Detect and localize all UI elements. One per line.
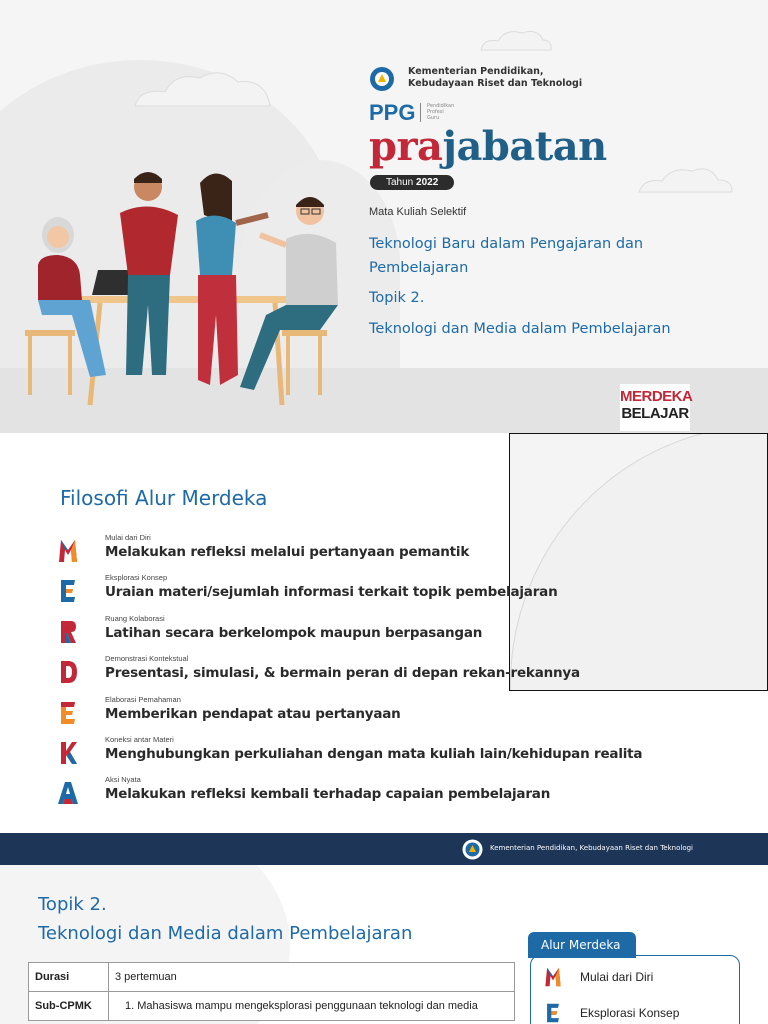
logo-line: MERDEKA	[620, 388, 693, 405]
step-description: Melakukan refleksi kembali terhadap capaian pembelajaran	[105, 786, 551, 802]
alur-step	[0, 654, 768, 694]
table-key: Sub-CPMK	[29, 992, 109, 1021]
alur-step	[0, 695, 768, 735]
ministry-line: Kementerian Pendidikan,	[408, 66, 544, 77]
table-key: Durasi	[29, 963, 109, 992]
section-title: Filosofi Alur Merdeka	[60, 486, 268, 510]
alur-step	[0, 735, 768, 775]
ppg-sub-line: Guru	[427, 115, 440, 121]
alur-step	[0, 775, 768, 815]
letter-d-icon	[57, 659, 79, 685]
letter-e-icon	[57, 700, 79, 726]
wordmark-part: jabatan	[442, 123, 607, 170]
ppg-sub-line: Profesi	[427, 109, 444, 115]
topik-page	[0, 865, 768, 1024]
cloud-icon	[636, 162, 736, 194]
alur-step	[0, 614, 768, 654]
alur-item-label: Eksplorasi Konsep	[580, 1006, 680, 1020]
step-description: Presentasi, simulasi, & bermain peran di depan rekan-rekannya	[105, 665, 580, 681]
team-illustration	[20, 165, 360, 415]
table-value: 1. Mahasiswa mampu mengeksplorasi penggunaan teknologi dan media	[109, 992, 515, 1021]
step-label: Elaborasi Pemahaman	[105, 695, 181, 704]
step-description: Uraian materi/sejumlah informasi terkait topik pembelajaran	[105, 584, 558, 600]
topic-title: Teknologi dan Media dalam Pembelajaran	[369, 321, 671, 337]
alur-step	[0, 573, 768, 613]
merdeka-belajar-logo	[620, 384, 693, 431]
step-description: Menghubungkan perkuliahan dengan mata kuliah lain/kehidupan realita	[105, 746, 643, 762]
topic-label: Topik 2.	[369, 290, 425, 306]
table-row	[29, 992, 515, 1021]
ministry-name	[408, 66, 582, 90]
alur-item-label: Mulai dari Diri	[580, 970, 654, 984]
ministry-logo-icon	[462, 839, 483, 860]
letter-e-icon	[57, 578, 79, 604]
step-description: Latihan secara berkelompok maupun berpasangan	[105, 625, 483, 641]
letter-a-icon	[57, 780, 79, 806]
letter-m-icon	[543, 966, 563, 988]
header-bar	[0, 833, 768, 865]
ppg-subtitle	[427, 103, 454, 121]
step-label: Ruang Kolaborasi	[105, 614, 165, 623]
wordmark-part: pra	[369, 123, 443, 170]
letter-k-icon	[57, 740, 79, 766]
step-label: Demonstrasi Kontekstual	[105, 654, 189, 663]
table-value: 3 pertemuan	[109, 963, 515, 992]
course-type: Mata Kuliah Selektif	[369, 206, 467, 218]
alur-step	[0, 533, 768, 573]
step-label: Eksplorasi Konsep	[105, 573, 168, 582]
divider	[420, 103, 421, 122]
step-label: Aksi Nyata	[105, 775, 141, 784]
letter-m-icon	[57, 538, 79, 564]
filosofi-page	[0, 433, 768, 833]
prajabatan-wordmark	[369, 124, 607, 170]
topic-info-table	[28, 962, 515, 1021]
step-label: Koneksi antar Materi	[105, 735, 174, 744]
cloud-icon	[130, 66, 275, 108]
cover-page	[0, 0, 768, 433]
letter-r-icon	[57, 619, 79, 645]
step-description: Memberikan pendapat atau pertanyaan	[105, 706, 401, 722]
step-label: Mulai dari Diri	[105, 533, 151, 542]
topic-title: Teknologi dan Media dalam Pembelajaran	[38, 923, 413, 944]
ppg-sub-line: Pendidikan	[427, 103, 455, 109]
letter-e-icon	[543, 1002, 563, 1024]
alur-merdeka-tab: Alur Merdeka	[528, 932, 636, 958]
course-title: Teknologi Baru dalam Pengajaran dan Pembelajaran	[369, 236, 644, 276]
ministry-name: Kementerian Pendidikan, Kebudayaan Riset dan Teknologi	[490, 844, 693, 852]
ministry-logo-icon	[369, 66, 395, 92]
step-description: Melakukan refleksi melalui pertanyaan pemantik	[105, 544, 470, 560]
year-value: 2022	[416, 177, 439, 188]
ministry-line: Kebudayaan Riset dan Teknologi	[408, 78, 583, 89]
table-row	[29, 963, 515, 992]
year-label: Tahun	[386, 177, 414, 188]
topic-label: Topik 2.	[38, 894, 107, 915]
year-badge	[370, 175, 454, 190]
ppg-logo: PPG	[369, 100, 416, 125]
cloud-icon	[478, 26, 554, 52]
logo-line: BELAJAR	[621, 405, 689, 422]
